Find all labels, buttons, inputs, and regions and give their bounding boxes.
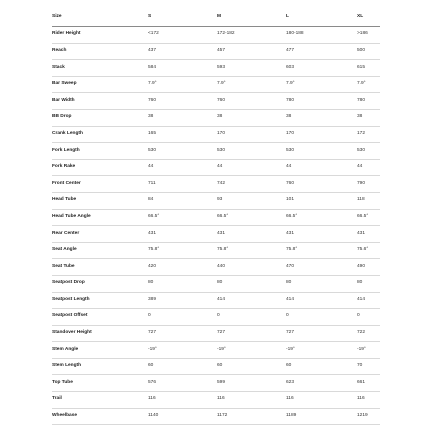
table-row: [52, 93, 380, 110]
cell-value-xl: 431: [357, 226, 380, 243]
table-row: [52, 159, 380, 176]
cell-value-l: 623: [286, 375, 357, 392]
cell-value-l: 603: [286, 60, 357, 77]
row-label: Top Tube: [52, 375, 148, 392]
row-label: Rider Height: [52, 27, 148, 44]
cell-value-xl: 118: [357, 192, 380, 209]
table-row: [52, 126, 380, 143]
cell-value-s: 530: [148, 143, 217, 160]
cell-value-s: 389: [148, 292, 217, 309]
table-row: [52, 325, 380, 342]
cell-value-xl: 172: [357, 126, 380, 143]
row-label: Front Center: [52, 176, 148, 193]
table-row: [52, 342, 380, 359]
cell-value-s: 711: [148, 176, 217, 193]
cell-value-m: 44: [217, 159, 286, 176]
cell-value-l: 80: [286, 275, 357, 292]
header-s: S: [148, 9, 217, 27]
cell-value-m: 93: [217, 192, 286, 209]
cell-value-s: 0: [148, 309, 217, 326]
cell-value-s: 576: [148, 375, 217, 392]
cell-value-s: <172: [148, 27, 217, 44]
table-row: [52, 358, 380, 375]
table-row: [52, 43, 380, 60]
cell-value-l: 414: [286, 292, 357, 309]
cell-value-xl: 500: [357, 43, 380, 60]
cell-value-xl: 790: [357, 176, 380, 193]
cell-value-m: 440: [217, 259, 286, 276]
cell-value-l: 60: [286, 358, 357, 375]
cell-value-xl: 44: [357, 159, 380, 176]
header-row: [52, 9, 380, 27]
cell-value-l: 170: [286, 126, 357, 143]
cell-value-s: 44: [148, 159, 217, 176]
cell-value-m: 80: [217, 275, 286, 292]
row-label: Reach: [52, 43, 148, 60]
table-row: [52, 76, 380, 93]
cell-value-xl: 75.6°: [357, 242, 380, 259]
row-label: Rear Center: [52, 226, 148, 243]
cell-value-l: 44: [286, 159, 357, 176]
cell-value-xl: -19°: [357, 342, 380, 359]
cell-value-m: 75.8°: [217, 242, 286, 259]
table-row: [52, 408, 380, 425]
cell-value-m: 38: [217, 109, 286, 126]
row-label: Head Tube Angle: [52, 209, 148, 226]
table-row: [52, 192, 380, 209]
cell-value-m: 742: [217, 176, 286, 193]
cell-value-l: -19°: [286, 342, 357, 359]
cell-value-l: 116: [286, 392, 357, 409]
row-label: BB Drop: [52, 109, 148, 126]
row-label: Seatpost Offset: [52, 309, 148, 326]
cell-value-xl: 1219: [357, 408, 380, 425]
cell-value-s: 437: [148, 43, 217, 60]
row-label: Seatpost Length: [52, 292, 148, 309]
cell-value-l: 431: [286, 226, 357, 243]
table-row: [52, 309, 380, 326]
cell-value-m: 530: [217, 143, 286, 160]
cell-value-l: 75.8°: [286, 242, 357, 259]
row-label: Stem Length: [52, 358, 148, 375]
cell-value-l: 470: [286, 259, 357, 276]
cell-value-l: 66.5°: [286, 209, 357, 226]
cell-value-xl: 780: [357, 93, 380, 110]
cell-value-l: 101: [286, 192, 357, 209]
cell-value-s: 727: [148, 325, 217, 342]
table-row: [52, 176, 380, 193]
cell-value-l: 530: [286, 143, 357, 160]
cell-value-s: 84: [148, 192, 217, 209]
cell-value-s: 760: [148, 93, 217, 110]
cell-value-l: 7.9°: [286, 76, 357, 93]
cell-value-s: 116: [148, 392, 217, 409]
cell-value-s: 75.8°: [148, 242, 217, 259]
cell-value-m: 593: [217, 60, 286, 77]
table-row: [52, 60, 380, 77]
cell-value-s: 584: [148, 60, 217, 77]
table-row: [52, 392, 380, 409]
geometry-table-body: [52, 27, 380, 425]
cell-value-m: -19°: [217, 342, 286, 359]
table-row: [52, 143, 380, 160]
cell-value-xl: 70: [357, 358, 380, 375]
header-size: Size: [52, 9, 148, 27]
cell-value-l: 1189: [286, 408, 357, 425]
cell-value-xl: >186: [357, 27, 380, 44]
table-row: [52, 292, 380, 309]
cell-value-m: 66.5°: [217, 209, 286, 226]
header-l: L: [286, 9, 357, 27]
header-m: M: [217, 9, 286, 27]
row-label: Bar Sweep: [52, 76, 148, 93]
row-label: Seat Angle: [52, 242, 148, 259]
cell-value-s: 431: [148, 226, 217, 243]
cell-value-l: 38: [286, 109, 357, 126]
geometry-table-header: [52, 9, 380, 27]
cell-value-s: -19°: [148, 342, 217, 359]
cell-value-s: 7.9°: [148, 76, 217, 93]
row-label: Seatpost Drop: [52, 275, 148, 292]
cell-value-m: 760: [217, 93, 286, 110]
cell-value-xl: 722: [357, 325, 380, 342]
row-label: Bar Width: [52, 93, 148, 110]
cell-value-s: 60: [148, 358, 217, 375]
cell-value-l: 477: [286, 43, 357, 60]
cell-value-xl: 661: [357, 375, 380, 392]
row-label: Stack: [52, 60, 148, 77]
cell-value-s: 66.5°: [148, 209, 217, 226]
cell-value-xl: 80: [357, 275, 380, 292]
header-xl: XL: [357, 9, 380, 27]
table-row: [52, 209, 380, 226]
row-label: Seat Tube: [52, 259, 148, 276]
cell-value-m: 7.9°: [217, 76, 286, 93]
cell-value-l: 180-188: [286, 27, 357, 44]
row-label: Trail: [52, 392, 148, 409]
cell-value-xl: 490: [357, 259, 380, 276]
row-label: Fork Length: [52, 143, 148, 160]
cell-value-m: 727: [217, 325, 286, 342]
table-row: [52, 109, 380, 126]
row-label: Crank Length: [52, 126, 148, 143]
geometry-table: [52, 9, 380, 425]
cell-value-xl: 66.5°: [357, 209, 380, 226]
cell-value-s: 165: [148, 126, 217, 143]
cell-value-m: 431: [217, 226, 286, 243]
cell-value-m: 457: [217, 43, 286, 60]
cell-value-s: 80: [148, 275, 217, 292]
cell-value-m: 60: [217, 358, 286, 375]
table-row: [52, 259, 380, 276]
table-row: [52, 275, 380, 292]
cell-value-m: 172-182: [217, 27, 286, 44]
cell-value-s: 38: [148, 109, 217, 126]
cell-value-l: 0: [286, 309, 357, 326]
row-label: Stem Angle: [52, 342, 148, 359]
cell-value-l: 760: [286, 176, 357, 193]
cell-value-xl: 615: [357, 60, 380, 77]
cell-value-m: 1172: [217, 408, 286, 425]
table-row: [52, 242, 380, 259]
cell-value-m: 0: [217, 309, 286, 326]
cell-value-l: 727: [286, 325, 357, 342]
cell-value-m: 116: [217, 392, 286, 409]
row-label: Standover Height: [52, 325, 148, 342]
row-label: Head Tube: [52, 192, 148, 209]
cell-value-xl: 414: [357, 292, 380, 309]
cell-value-s: 1140: [148, 408, 217, 425]
row-label: Wheelbase: [52, 408, 148, 425]
table-row: [52, 226, 380, 243]
cell-value-xl: 38: [357, 109, 380, 126]
cell-value-l: 780: [286, 93, 357, 110]
table-row: [52, 375, 380, 392]
cell-value-xl: 530: [357, 143, 380, 160]
cell-value-m: 414: [217, 292, 286, 309]
row-label: Fork Rake: [52, 159, 148, 176]
cell-value-xl: 116: [357, 392, 380, 409]
cell-value-m: 170: [217, 126, 286, 143]
cell-value-m: 599: [217, 375, 286, 392]
table-row: [52, 27, 380, 44]
cell-value-s: 420: [148, 259, 217, 276]
cell-value-xl: 7.9°: [357, 76, 380, 93]
cell-value-xl: 0: [357, 309, 380, 326]
